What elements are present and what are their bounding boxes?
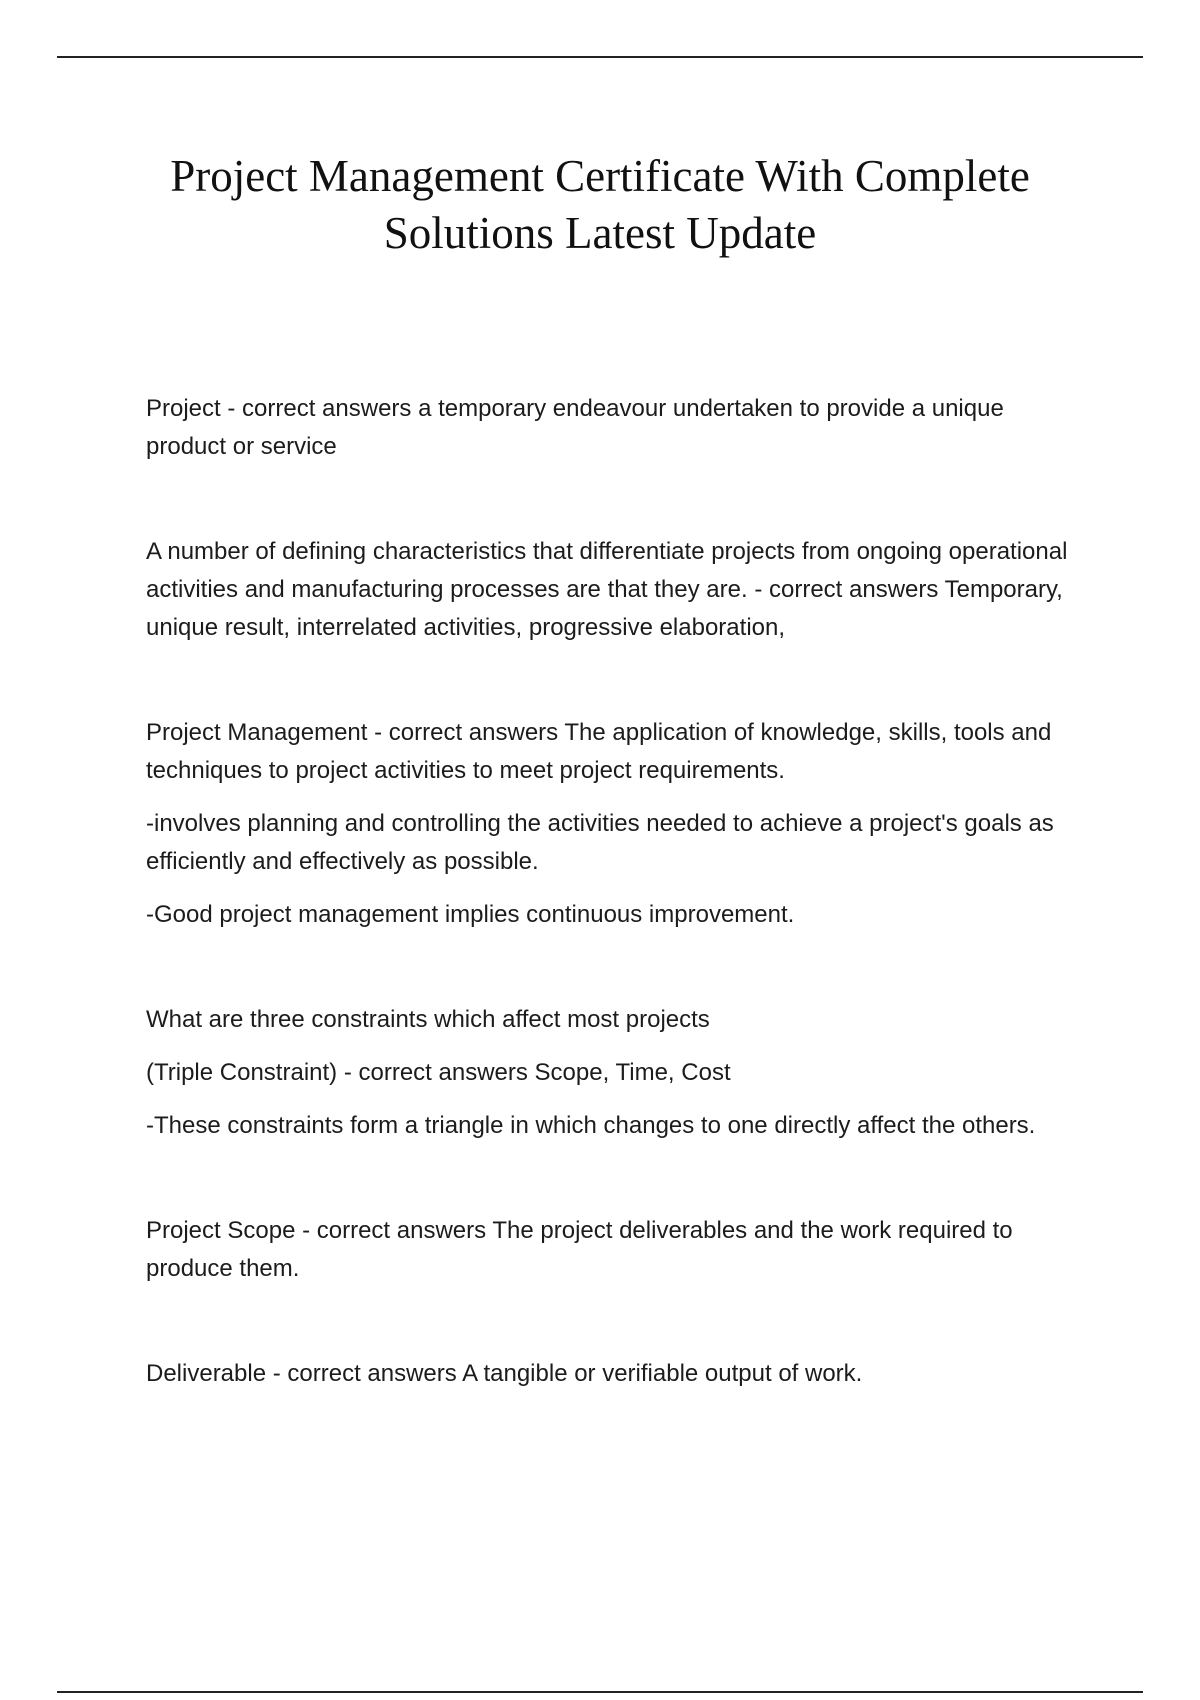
entry-paragraph: A number of defining characteristics that differentiate projects from ongoing operational activities and manufacturing processes are that they are. - correct answers Temporary, unique result, interrelated activities, progressive elaboration, [146,538,1068,641]
entry-paragraph: -These constraints form a triangle in which changes to one directly affect the others. [146,1112,1036,1139]
entry-paragraph: Project Scope - correct answers The project deliverables and the work required to produce them. [146,1217,1013,1282]
document-body [146,390,1086,1393]
entry-project-management [146,714,1086,934]
top-divider [57,56,1143,58]
entry-triple-constraint [146,1001,1086,1145]
entry-paragraph: -Good project management implies continuous improvement. [146,901,795,928]
document-title [100,148,1100,262]
entry-project [146,390,1086,466]
entry-paragraph: Project Management - correct answers The application of knowledge, skills, tools and techniques to project activities to meet project requirements. [146,719,1052,784]
entry-paragraph: What are three constraints which affect most projects [146,1006,710,1033]
title-line-2: Solutions Latest Update [383,208,817,258]
title-line-1: Project Management Certificate With Complete [170,151,1030,201]
entry-paragraph: (Triple Constraint) - correct answers Scope, Time, Cost [146,1059,731,1086]
entry-paragraph: -involves planning and controlling the activities needed to achieve a project's goals as efficiently and effectively as possible. [146,810,1054,875]
entry-project-scope [146,1212,1086,1288]
entry-characteristics [146,533,1086,647]
bottom-divider [57,1691,1143,1693]
entry-paragraph: Deliverable - correct answers A tangible or verifiable output of work. [146,1360,863,1387]
entry-deliverable [146,1355,1086,1393]
entry-paragraph: Project - correct answers a temporary endeavour undertaken to provide a unique product or service [146,395,1004,460]
